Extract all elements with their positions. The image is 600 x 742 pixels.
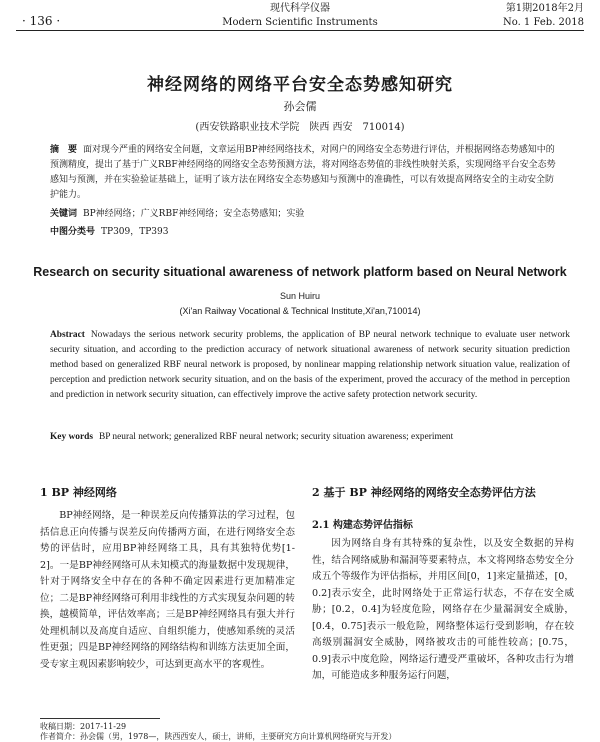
author-bio: 作者简介：孙会儒（男，1978—，陕西西安人，硕士，讲师，主要研究方向计算机网络研究与开发） [40,732,397,741]
abstract-en [50,328,570,403]
affiliation-en: (Xi'an Railway Vocational & Technical Institute,Xi'an,710014) [179,306,421,316]
section-2-1-text: 因为网络自身有其特殊的复杂性，以及安全数据的异构性，结合网络威胁和漏洞等要素特点，本文将网络态势安全分成五个等级作为评估指标，并用区间[0，1]来定量描述，[0，0.2]表示安全，此时网络处于正常运行状态，不存在安全威胁；[0.2，0.4]为轻度危险，网络存在少量漏洞安全威胁，[0.4，0.75]表示一般危险，网络整体运行受到影响，存在较高级别漏洞安全威胁，网络被攻击的可能性较高；[0.75，0.9]表示中度危险，网络运行遭受严重破坏，各种攻击行为增加，可能造成多种服务运行问题， [312,538,574,681]
issue-cn: 第1期2018年2月 [505,3,584,14]
journal-name-en: Modern Scientific Instruments [222,17,378,28]
keywords-cn [50,206,560,219]
paper-title-en: Research on security situational awareness of network platform based on Neural Network [33,265,567,279]
abstract-label-en: Abstract [50,330,85,340]
clc-label: 中图分类号 [50,227,96,237]
section-2-heading: 2 基于 BP 神经网络的网络安全态势评估方法 [312,486,536,499]
keywords-text-en: BP neural network; generalized RBF neural network; security situation awareness; experiment [98,432,454,442]
footnote [40,722,580,742]
abstract-cn [50,143,560,203]
author-cn: 孙会儒 [283,100,317,113]
section-1-text: BP神经网络，是一种误差反向传播算法的学习过程，包括信息正向传播与误差反向传播两方面，在进行网络安全态势的评估时，应用BP神经网络工具，具有其独特优势[1-2]。一是BP神经网络可从未知模式的海量数据中发现规律，针对于网络安全中存在的各种不确定因素进行更加精准定位；二是BP神经网络可利用非线性的方式实现复杂问题的转换，越模简单，评估效率高；三是BP神经网络具有强大并行处理机制以及高度自适应、自组织能力，使感知系统的灵活性更强；四是BP神经网络的网络结构和训练方法更加全面，受专家主观因素影响较少，可达到更高水平的客观性。 [40,510,295,670]
journal-name-cn: 现代科学仪器 [270,3,330,14]
keywords-label-cn: 关键词 [50,209,78,219]
journal-header [180,2,420,30]
clc-number [50,224,560,237]
keywords-label-en: Key words [50,432,93,442]
affiliation-cn: (西安铁路职业技术学院 陕西 西安 710014) [195,122,405,133]
page-number: · 136 · [22,14,61,28]
header-divider [16,30,584,31]
paper-title-cn: 神经网络的网络平台安全态势感知研究 [147,75,453,95]
issue-en: No. 1 Feb. 2018 [502,17,584,28]
section-2-1-heading: 2.1 构建态势评估指标 [312,520,413,531]
keywords-text-cn: BP神经网络；广义RBF神经网络；安全态势感知；实验 [83,209,305,219]
footnote-divider [40,718,160,719]
keywords-en [50,432,570,442]
abstract-text-cn: 面对现今严重的网络安全问题，文章运用BP神经网络技术，对网户的网络安全态势进行评估，并根据网络态势感知中的预测精度，提出了基于广义RBF神经网络的网络安全态势预测方法，将对网络态势值的非线性映射关系，实现网络平台安全态势感知与预测，并在实验验证基础上，证明了该方法在网络安全态势感知与预测中的准确性，可以有效提高网络安全的主动安全防护能力。 [50,145,556,200]
section-1-heading: 1 BP 神经网络 [40,486,117,499]
author-en: Sun Huiru [279,291,321,301]
received-date: 收稿日期：2017-11-29 [40,722,127,731]
issue-info [503,2,584,30]
abstract-text-en: Nowadays the serious network security problems, the application of BP neural network technique to evaluate user network security situation, and according to the prediction accuracy of network situational awareness of network security situation prediction method based on generalized RBF neural network is proposed, by nonlinear mapping relationship network situation value, realization of perception and prediction network security situation, and on the basis of the experiment, proved the accuracy of the method in perception and prediction in network security situation, can effectively improve the active safety protection network security. [50,330,570,400]
abstract-label-cn: 摘 要 [50,145,78,155]
clc-codes: TP309，TP393 [101,227,169,237]
